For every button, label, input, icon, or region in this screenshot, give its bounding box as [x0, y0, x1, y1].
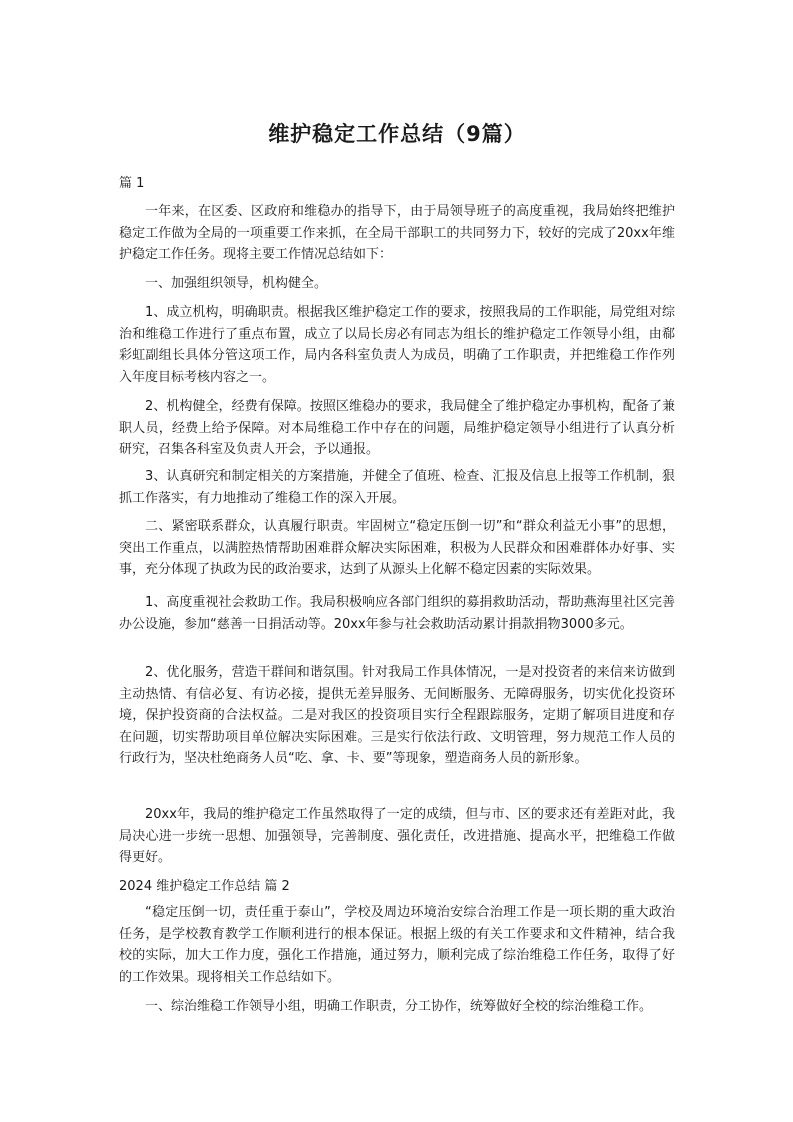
paragraph-conclusion: 20xx年，我局的维护稳定工作虽然取得了一定的成绩，但与市、区的要求还有差距对此，我局决心进一步统一思想、加强领导，完善制度、强化责任，改进措施、提高水平，把维稳工作做得更好。 — [119, 807, 675, 865]
paragraph-item-1-3: 3、认真研究和制定相关的方案措施，并健全了值班、检查、汇报及信息上报等工作机制，狠抓工作落实，有力地推动了维稳工作的深入开展。 — [119, 469, 675, 506]
paragraph-section2-intro: “稳定压倒一切，责任重于泰山”，学校及周边环境治安综合治理工作是一项长期的重大政治任务，是学校教育教学工作顺利进行的根本保证。根据上级的有关工作要求和文件精神，结合我校的实际，加大工作力度，强化工作措施，通过努力，顺利完成了综治维稳工作任务，取得了好的工作效果。现将相关工作总结如下。 — [119, 905, 675, 985]
paragraph-item-2-1: 1、高度重视社会救助工作。我局积极响应各部门组织的募捐救助活动，帮助燕海里社区完善办公设施，参加“慈善一日捐活动等。20xx年参与社会救助活动累计捐款捐物3000多元。 — [119, 595, 675, 632]
paragraph-item-1-1: 1、成立机构，明确职责。根据我区维护稳定工作的要求，按照我局的工作职能，局党组对综治和维稳工作进行了重点布置，成立了以局长房必有同志为组长的维护稳定工作领导小组，由郗彩虹副组长具体分管这项工作，局内各科室负责人为成员，明确了工作职责，并把维稳工作作列入年度目标考核内容之一。 — [119, 305, 675, 385]
paragraph-intro: 一年来，在区委、区政府和维稳办的指导下，由于局领导班子的高度重视，我局始终把维护稳定工作做为全局的一项重要工作来抓，在全局干部职工的共同努力下，较好的完成了20xx年维护稳定工作任务。现将主要工作情况总结如下： — [119, 204, 675, 262]
document-title: 维护稳定工作总结（9篇） — [268, 122, 526, 146]
paragraph-heading-two: 二、紧密联系群众，认真履行职责。牢固树立“稳定压倒一切”和“群众利益无小事”的思想，突出工作重点，以满腔热情帮助困难群众解决实际困难，积极为人民群众和困难群体办好事、实事，充分体现了执政为民的政治要求，达到了从源头上化解不稳定因素的实际效果。 — [119, 519, 675, 577]
section-2-label: 2024 维护稳定工作总结 篇 2 — [119, 879, 290, 894]
paragraph-heading-one: 一、加强组织领导，机构健全。 — [145, 276, 328, 291]
paragraph-item-1-2: 2、机构健全，经费有保障。按照区维稳办的要求，我局健全了维护稳定办事机构，配备了兼职人员，经费上给予保障。对本局维稳工作中存在的问题，局维护稳定领导小组进行了认真分析研究，召集各科室及负责人开会，予以通报。 — [119, 399, 675, 457]
paragraph-item-2-2: 2、优化服务，营造干群间和谐氛围。针对我局工作具体情况，一是对投资者的来信来访做到主动热情、有信必复、有访必接，提供无差异服务、无间断服务、无障碍服务，切实优化投资环境，保护投资商的合法权益。二是对我区的投资项目实行全程跟踪服务，定期了解项目进度和存在问题，切实帮助项目单位解决实际困难。三是实行依法行政、文明管理，努力规范工作人员的行政行为，坚决杜绝商务人员“吃、拿、卡、要”等现象，塑造商务人员的新形象。 — [119, 665, 675, 766]
section-1-label: 篇 1 — [119, 176, 145, 191]
paragraph-section2-heading-one: 一、综治维稳工作领导小组，明确工作职责，分工协作，统筹做好全校的综治维稳工作。 — [145, 999, 653, 1014]
